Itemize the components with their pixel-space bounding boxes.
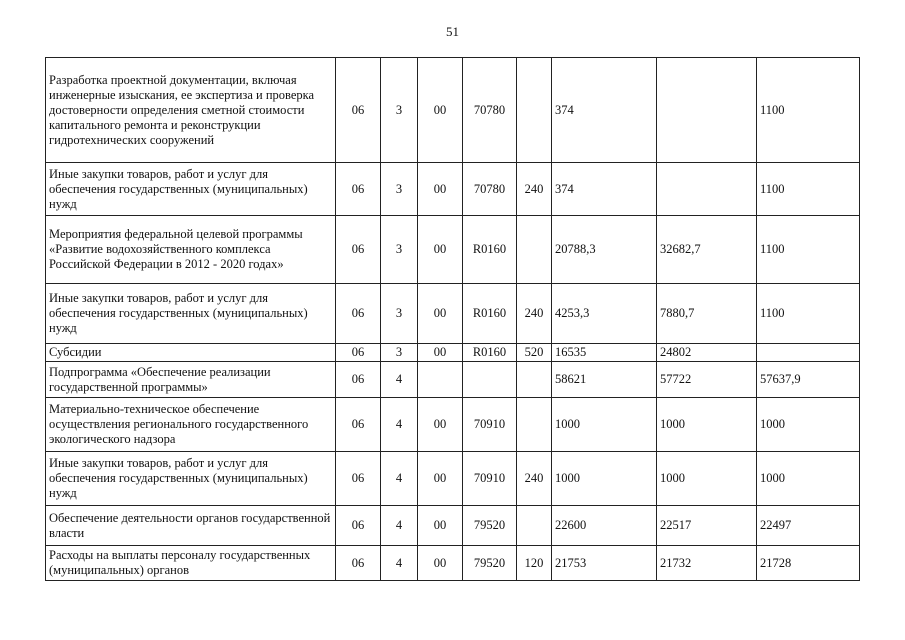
row-target-item-code: R0160 [463, 216, 517, 284]
row-section-code: 06 [336, 452, 381, 506]
row-section-code: 06 [336, 284, 381, 344]
table-row [46, 284, 860, 344]
row-amount-2: 22517 [657, 506, 757, 546]
row-section-code: 06 [336, 506, 381, 546]
row-amount-2: 24802 [657, 344, 757, 362]
row-name: Иные закупки товаров, работ и услуг для обеспечения государственных (муниципальных) нужд [46, 284, 336, 344]
row-section-code: 06 [336, 58, 381, 163]
row-amount-3: 22497 [757, 506, 860, 546]
table-row [46, 546, 860, 581]
row-name: Мероприятия федеральной целевой программы «Развитие водохозяйственного комплекса Российской Федерации в 2012 - 2020 годах» [46, 216, 336, 284]
row-section-code: 06 [336, 546, 381, 581]
row-amount-1: 16535 [552, 344, 657, 362]
row-amount-1: 58621 [552, 362, 657, 398]
row-expense-type-code [517, 58, 552, 163]
row-subsection-code: 4 [381, 506, 418, 546]
row-expense-type-code [517, 506, 552, 546]
row-subsection-code: 3 [381, 284, 418, 344]
row-program-code: 00 [418, 506, 463, 546]
row-target-item-code: R0160 [463, 344, 517, 362]
row-target-item-code: 79520 [463, 546, 517, 581]
row-program-code: 00 [418, 398, 463, 452]
row-section-code: 06 [336, 216, 381, 284]
row-amount-3 [757, 344, 860, 362]
row-amount-2 [657, 163, 757, 216]
row-name: Расходы на выплаты персоналу государственных (муниципальных) органов [46, 546, 336, 581]
row-subsection-code: 3 [381, 163, 418, 216]
row-amount-3: 1100 [757, 163, 860, 216]
row-name: Обеспечение деятельности органов государственной власти [46, 506, 336, 546]
row-section-code: 06 [336, 163, 381, 216]
row-amount-3: 1000 [757, 452, 860, 506]
table-row [46, 452, 860, 506]
row-expense-type-code: 240 [517, 163, 552, 216]
row-amount-1: 4253,3 [552, 284, 657, 344]
row-amount-2: 21732 [657, 546, 757, 581]
table-row [46, 216, 860, 284]
row-expense-type-code [517, 362, 552, 398]
row-amount-2: 57722 [657, 362, 757, 398]
row-section-code: 06 [336, 362, 381, 398]
row-amount-1: 22600 [552, 506, 657, 546]
row-subsection-code: 4 [381, 362, 418, 398]
row-program-code: 00 [418, 216, 463, 284]
row-program-code: 00 [418, 58, 463, 163]
row-amount-3: 1100 [757, 216, 860, 284]
row-program-code: 00 [418, 284, 463, 344]
table-row [46, 58, 860, 163]
row-target-item-code: 70780 [463, 58, 517, 163]
table-row [46, 163, 860, 216]
row-subsection-code: 4 [381, 398, 418, 452]
row-amount-2: 32682,7 [657, 216, 757, 284]
table-row [46, 506, 860, 546]
row-target-item-code: 70910 [463, 452, 517, 506]
row-expense-type-code: 240 [517, 284, 552, 344]
budget-table [45, 57, 860, 581]
table-row [46, 344, 860, 362]
table-row [46, 398, 860, 452]
row-target-item-code [463, 362, 517, 398]
row-expense-type-code: 120 [517, 546, 552, 581]
row-program-code: 00 [418, 163, 463, 216]
row-target-item-code: 70780 [463, 163, 517, 216]
row-amount-3: 1000 [757, 398, 860, 452]
row-section-code: 06 [336, 344, 381, 362]
row-program-code: 00 [418, 546, 463, 581]
row-amount-3: 1100 [757, 58, 860, 163]
row-name: Подпрограмма «Обеспечение реализации государственной программы» [46, 362, 336, 398]
row-amount-1: 1000 [552, 398, 657, 452]
row-subsection-code: 4 [381, 546, 418, 581]
row-amount-3: 1100 [757, 284, 860, 344]
row-amount-3: 21728 [757, 546, 860, 581]
row-amount-1: 1000 [552, 452, 657, 506]
row-subsection-code: 3 [381, 216, 418, 284]
row-name: Материально-техническое обеспечение осуществления регионального государственного экологического надзора [46, 398, 336, 452]
row-program-code: 00 [418, 344, 463, 362]
row-amount-2: 1000 [657, 452, 757, 506]
row-name: Иные закупки товаров, работ и услуг для обеспечения государственных (муниципальных) нужд [46, 163, 336, 216]
row-expense-type-code [517, 216, 552, 284]
row-subsection-code: 3 [381, 344, 418, 362]
row-expense-type-code: 240 [517, 452, 552, 506]
row-name: Разработка проектной документации, включая инженерные изыскания, ее экспертиза и проверка достоверности определения сметной стоимости капитального ремонта и реконструкции гидротехнических сооружений [46, 58, 336, 163]
row-program-code [418, 362, 463, 398]
table-row [46, 362, 860, 398]
page-number: 51 [446, 24, 459, 39]
row-amount-2: 7880,7 [657, 284, 757, 344]
row-target-item-code: R0160 [463, 284, 517, 344]
row-subsection-code: 4 [381, 452, 418, 506]
row-amount-1: 374 [552, 58, 657, 163]
row-amount-1: 20788,3 [552, 216, 657, 284]
row-section-code: 06 [336, 398, 381, 452]
row-amount-1: 374 [552, 163, 657, 216]
row-expense-type-code [517, 398, 552, 452]
row-target-item-code: 79520 [463, 506, 517, 546]
row-amount-2 [657, 58, 757, 163]
row-name: Субсидии [46, 344, 336, 362]
row-target-item-code: 70910 [463, 398, 517, 452]
row-expense-type-code: 520 [517, 344, 552, 362]
row-amount-1: 21753 [552, 546, 657, 581]
row-amount-3: 57637,9 [757, 362, 860, 398]
row-name: Иные закупки товаров, работ и услуг для обеспечения государственных (муниципальных) нужд [46, 452, 336, 506]
row-subsection-code: 3 [381, 58, 418, 163]
row-amount-2: 1000 [657, 398, 757, 452]
row-program-code: 00 [418, 452, 463, 506]
